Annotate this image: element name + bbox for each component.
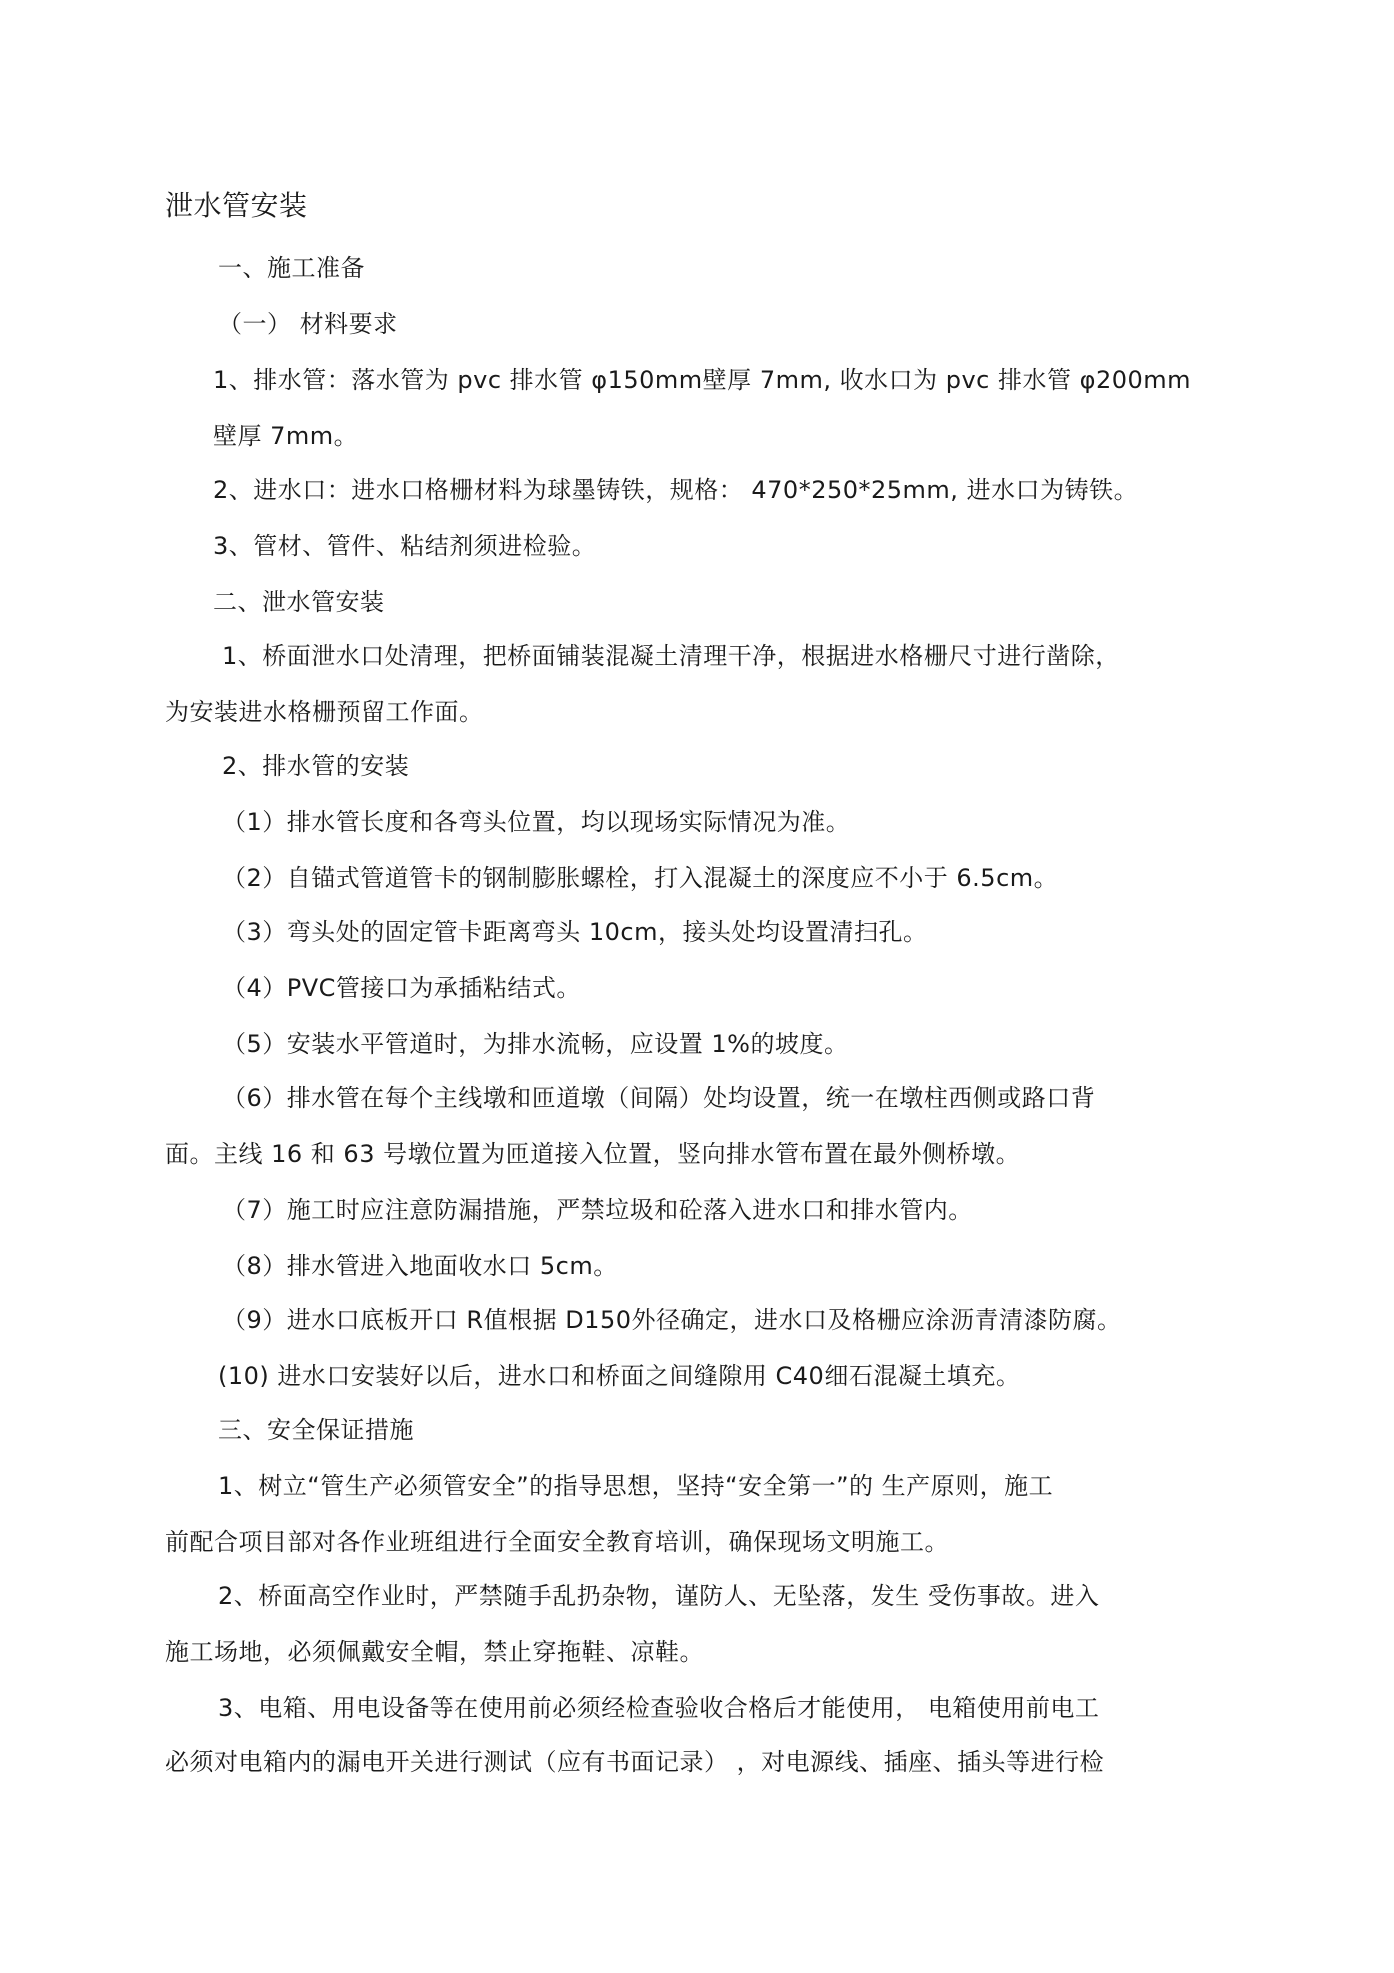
paragraph-line: 壁厚 7mm。: [213, 422, 359, 450]
document-title: 泄水管安装: [165, 189, 308, 222]
subsection-heading: （一） 材料要求: [218, 310, 398, 338]
list-item: （2）自锚式管道管卡的钢制膨胀螺栓，打入混凝土的深度应不小于 6.5cm。: [222, 864, 1059, 892]
list-item: （6）排水管在每个主线墩和匝道墩（间隔）处均设置，统一在墩柱西侧或路口背: [222, 1084, 1096, 1112]
list-item: （3）弯头处的固定管卡距离弯头 10cm，接头处均设置清扫孔。: [222, 918, 928, 946]
paragraph-line: 必须对电箱内的漏电开关进行测试（应有书面记录） ，对电源线、插座、插头等进行检: [165, 1748, 1105, 1776]
paragraph-line: 前配合项目部对各作业班组进行全面安全教育培训，确保现场文明施工。: [165, 1528, 949, 1556]
section-heading: 三、安全保证措施: [218, 1416, 414, 1444]
section-heading: 二、泄水管安装: [213, 588, 385, 616]
paragraph-line: 为安装进水格栅预留工作面。: [165, 698, 484, 726]
list-item: （8）排水管进入地面收水口 5cm。: [222, 1252, 618, 1280]
section-heading: 一、施工准备: [218, 254, 365, 282]
paragraph-line: 2、进水口：进水口格栅材料为球墨铸铁，规格： 470*250*25mm, 进水口为铸铁。: [213, 476, 1139, 504]
list-item: (10) 进水口安装好以后，进水口和桥面之间缝隙用 C40细石混凝土填充。: [218, 1362, 1021, 1390]
paragraph-line: 面。主线 16 和 63 号墩位置为匝道接入位置，竖向排水管布置在最外侧桥墩。: [165, 1140, 1021, 1168]
list-item: （1）排水管长度和各弯头位置，均以现场实际情况为准。: [222, 808, 851, 836]
paragraph-line: 2、排水管的安装: [222, 752, 410, 780]
paragraph-line: 1、树立“管生产必须管安全”的指导思想，坚持“安全第一”的 生产原则，施工: [218, 1472, 1054, 1500]
paragraph-line: 1、排水管：落水管为 pvc 排水管 φ150mm壁厚 7mm, 收水口为 pvc 排水管 φ200mm: [213, 366, 1192, 394]
list-item: （9）进水口底板开口 R值根据 D150外径确定，进水口及格栅应涂沥青清漆防腐。: [222, 1306, 1122, 1334]
paragraph-line: 3、管材、管件、粘结剂须进检验。: [213, 532, 597, 560]
list-item: （7）施工时应注意防漏措施，严禁垃圾和砼落入进水口和排水管内。: [222, 1196, 973, 1224]
paragraph-line: 3、电箱、用电设备等在使用前必须经检查验收合格后才能使用， 电箱使用前电工: [218, 1694, 1100, 1722]
paragraph-line: 施工场地，必须佩戴安全帽，禁止穿拖鞋、凉鞋。: [165, 1638, 704, 1666]
list-item: （4）PVC管接口为承插粘结式。: [222, 974, 581, 1002]
list-item: （5）安装水平管道时，为排水流畅，应设置 1%的坡度。: [222, 1030, 849, 1058]
paragraph-line: 2、桥面高空作业时，严禁随手乱扔杂物，谨防人、无坠落，发生 受伤事故。进入: [218, 1582, 1100, 1610]
paragraph-line: 1、桥面泄水口处清理，把桥面铺装混凝土清理干净，根据进水格栅尺寸进行凿除，: [222, 642, 1120, 670]
